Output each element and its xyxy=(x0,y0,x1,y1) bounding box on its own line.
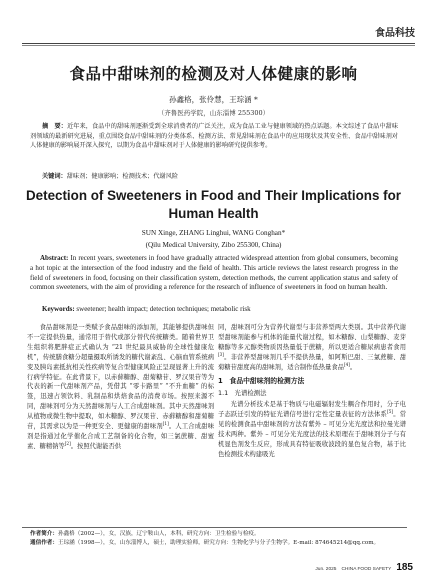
journal-section-label: 食品科技 xyxy=(375,27,415,39)
english-abstract-text: In recent years, sweeteners in food have gradually attracted widespread attention from global consumers, becoming a hot topic at the intersection of the food industry and the field of health. This article reviews the latest research progress in the field of sweeteners in food, focusing on their classification system, detection methods, the current application status and safety of common sweeteners, with the aim of providing a reference for the research of influence of sweeteners in food on human health. xyxy=(30,254,399,292)
issue-date: Jun. 2025 xyxy=(315,567,337,572)
footnote-divider xyxy=(22,527,407,528)
citation-ref: [1] xyxy=(162,420,169,426)
citation-ref: [2] xyxy=(64,440,71,446)
english-keywords xyxy=(42,305,398,313)
footnote-text: 王琮涵（1998—），女，山东淄博人，硕士，助理实验师，研究方向：生物化学与分子生物学。E-mail: 874645214@qq.com。 xyxy=(57,539,380,546)
footnote-label: 通信作者： xyxy=(30,539,58,546)
citation-ref: [5] xyxy=(387,409,393,415)
english-authors: SUN Xinge, ZHANG Linghui, WANG Conghan* xyxy=(141,229,286,237)
chinese-abstract-label: 摘 要： xyxy=(42,123,67,130)
header-divider-thin xyxy=(22,45,415,46)
chinese-keywords-text: 甜味剂；健康影响；检测技术；代谢风险 xyxy=(66,173,179,180)
body-column-left xyxy=(27,323,214,452)
header-divider xyxy=(22,43,415,44)
paragraph-text: 。人工合成甜味剂是指通过化学催化合成工艺制备的化合物，如三氯蔗糖、甜蜜素、糖精钠等 xyxy=(27,423,215,450)
corresponding-author xyxy=(30,539,406,548)
section-heading: 1 食品中甜味剂的检测方法 xyxy=(218,376,305,385)
english-title-line1: Detection of Sweeteners in Food and Their Implications for xyxy=(26,188,401,203)
journal-name: CHINA FOOD SAFETY xyxy=(341,567,392,572)
author-bio xyxy=(30,530,406,539)
english-keywords-label: Keywords: xyxy=(42,305,75,313)
chinese-keywords xyxy=(42,171,398,180)
paragraph-text: 。按照代谢能否供 xyxy=(70,442,122,450)
paragraph-text: 同，甜味剂可分为营养代谢型与非营养型两大类别。其中营养代谢型甜味剂能参与机体的能量代谢过程，如木糖醇、山梨糖醇、麦芽糖醇等多元醇类物质因热量低于蔗糖，所以更适合糖尿病患者食用 xyxy=(218,324,406,351)
body-paragraph xyxy=(218,323,406,373)
english-abstract-label: Abstract: xyxy=(40,254,69,262)
chinese-title: 食品中甜味剂的检测及对人体健康的影响 xyxy=(69,65,358,83)
page-number: 185 xyxy=(396,562,413,573)
chinese-keywords-label: 关键词： xyxy=(42,173,67,180)
english-title-line2: Human Health xyxy=(168,205,259,221)
body-column-right xyxy=(218,323,406,460)
paragraph-text: 。 xyxy=(349,363,357,371)
chinese-abstract-text: 近年来，食品中的甜味剂逐渐受到全球消费者的广泛关注，成为食品工业与健康领域的热点话题。本文综述了食品中甜味剂领域的最新研究进展，重点围绕食品中甜味剂的分类体系、检测方法、常见甜味剂在食品中的应用现状及其安全性、食品中甜味剂对人体健康的影响展开深入探究，以期为食品中甜味剂对于人体健康的影响研究提供参考。 xyxy=(30,123,399,150)
footnote-label: 作者简介： xyxy=(30,531,58,537)
paragraph-text: 。非营养型甜味剂几乎不提供热量，如阿斯巴甜、三氯蔗糖、甜菊糖苷甜度高的甜味剂，适合制作低热量食品 xyxy=(218,353,406,371)
chinese-affiliation: （齐鲁医药学院，山东淄博 255300） xyxy=(157,109,270,117)
english-abstract xyxy=(30,254,398,293)
paragraph-text: 。常见的检测食品中甜味剂的方法有紫外 – 可见分光光度法和拉曼光谱技术两种。紫外 – 可见分光光度法的技术原理在于甜味剂分子与有机显色剂发生反应，形成具有特征吸收波段的显色复合物，基于比色检测技术构建吸光 xyxy=(218,411,407,458)
chinese-abstract xyxy=(30,122,398,151)
footnote-text: 孙鑫格（2002—），女，汉族，辽宁鞍山人，本科，研究方向：卫生检验与检疫。 xyxy=(57,531,260,537)
english-title xyxy=(20,187,407,222)
english-affiliation: (Qilu Medical University, Zibo 255300, China) xyxy=(145,241,282,249)
english-keywords-text: sweetener; health impact; detection techniques; metabolic risk xyxy=(76,305,251,313)
paragraph-text: 光谱分析技术是基于物质与电磁辐射发生耦合作用时，分子电子态跃迁引发的特征光谱信号进行定性定量表征的方法体系 xyxy=(218,401,406,419)
citation-ref: [3] xyxy=(218,351,224,357)
author-footnote xyxy=(30,530,406,548)
citation-ref: [4] xyxy=(343,361,350,367)
chinese-authors: 孙鑫格，张伶慧，王琮涵 * xyxy=(169,95,258,104)
subsection-heading: 1.1 光谱检测法 xyxy=(218,389,267,398)
body-paragraph xyxy=(27,323,214,452)
paragraph-text: 食品甜味剂是一类赋予食品甜味的添加剂，其能够提供甜味但不一定提供热量，通常用于替代或部分替代传统糖类。随着世界卫生组织将肥胖症正式确认为 “21 世纪最具威胁的全球性健康危机”，传统膳食糖分超量摄取所诱发的糖代谢紊乱、心脑血管系统病变及胰岛素抵抗相关性疾病等复合型健康风险正呈现显著上升的流行病学特征。在此背景下，以赤藓糖醇、甜菊糖苷、罗汉果苷等为代表的新一代甜味剂产品，凭借其 “零卡路里” “不升血糖” 的标签，迅速占领饮料、乳制品和烘焙食品的消费市场。按照来源不同，甜味剂可分为天然甜味剂与人工合成甜味剂。其中天然甜味剂从植物或微生物中提取，如木糖醇、罗汉果苷、赤藓糖醇和甜菊糖苷，其需求以为是一种更安全、更健康的甜味剂 xyxy=(27,324,214,431)
body-paragraph xyxy=(218,400,406,459)
page-footer xyxy=(315,562,413,573)
